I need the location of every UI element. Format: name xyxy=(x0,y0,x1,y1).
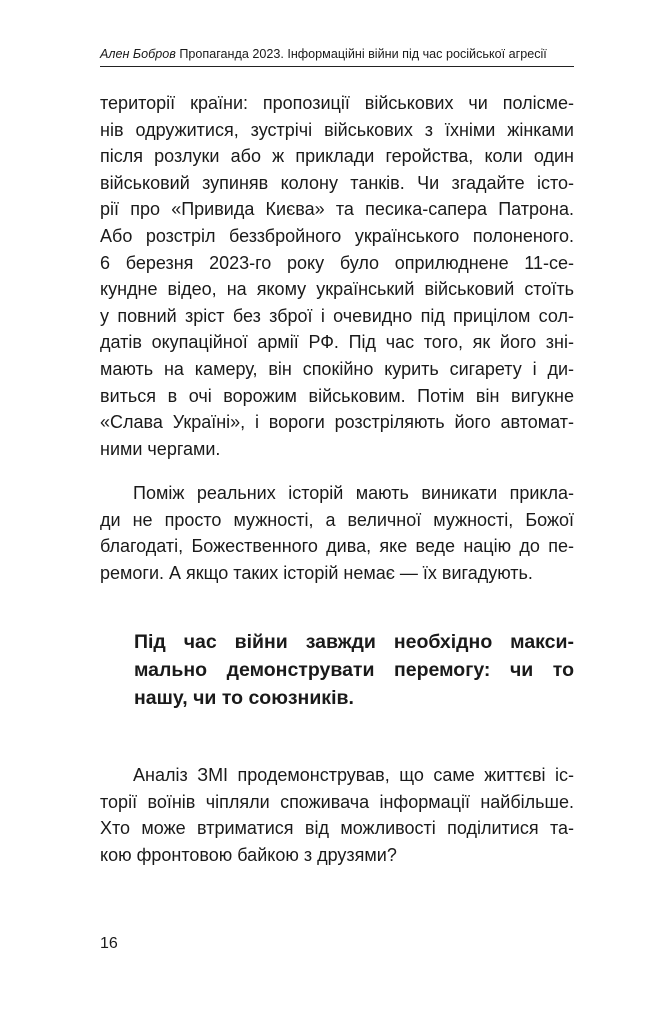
paragraph-2 xyxy=(100,480,574,586)
heading-line: Під час війни завжди необхідно макси- xyxy=(134,631,574,653)
text-line: ди не просто мужності, а величної мужності, Божої xyxy=(100,509,574,530)
text-line: торії воїнів чіпляли споживача інформації найбільше. xyxy=(100,791,574,812)
text-line: Або розстріл беззбройного українського полоненого. xyxy=(100,225,574,246)
running-header xyxy=(100,46,574,62)
heading-line: нашу, чи то союзників. xyxy=(134,687,354,709)
page-number: 16 xyxy=(100,935,118,952)
text-line: виться в очі ворожим військовим. Потім він вигукне xyxy=(100,385,574,406)
text-line: мають на камеру, він спокійно курить сигарету і ди- xyxy=(100,358,574,379)
pull-quote-heading xyxy=(134,628,574,712)
text-line: військовий зупиняв колону танків. Чи згадайте істо- xyxy=(100,172,574,193)
header-title: Пропаганда 2023. Інформаційні війни під час російської агресії xyxy=(179,47,547,61)
text-line: Поміж реальних історій мають виникати прикла- xyxy=(133,483,574,503)
text-line: території країни: пропозиції військових чи полісме- xyxy=(100,93,574,113)
text-line: ремоги. А якщо таких історій немає — їх вигадують. xyxy=(100,562,533,583)
text-line: датів окупаційної армії РФ. Під час того, як його зні- xyxy=(100,332,574,353)
text-line: Хто може втриматися від можливості поділитися та- xyxy=(100,818,574,839)
text-line: рії про «Привида Києва» та песика-сапера Патрона. xyxy=(100,199,574,220)
text-line: у повний зріст без зброї і очевидно під прицілом сол- xyxy=(100,305,574,326)
text-line: Аналіз ЗМІ продемонстрував, що саме життєві іс- xyxy=(133,765,574,785)
text-line: «Слава Україні», і вороги розстріляють його автомат- xyxy=(100,412,574,433)
heading-line: мально демонструвати перемогу: чи то xyxy=(134,659,574,681)
text-line: ними чергами. xyxy=(100,438,221,459)
text-line: після розлуки або ж приклади геройства, коли один xyxy=(100,146,574,167)
text-line: нів одружитися, зустрічі військових з їхніми жінками xyxy=(100,119,574,140)
text-line: благодаті, Божественного дива, яке веде націю до пе- xyxy=(100,536,574,557)
text-line: 6 березня 2023-го року було оприлюднене 11-се- xyxy=(100,252,574,273)
text-line: кундне відео, на якому український військовий стоїть xyxy=(100,279,574,300)
paragraph-3 xyxy=(100,762,574,868)
header-author: Ален Бобров xyxy=(100,47,176,61)
text-line: кою фронтовою байкою з друзями? xyxy=(100,844,397,865)
paragraph-1 xyxy=(100,90,574,462)
header-rule xyxy=(100,66,574,67)
